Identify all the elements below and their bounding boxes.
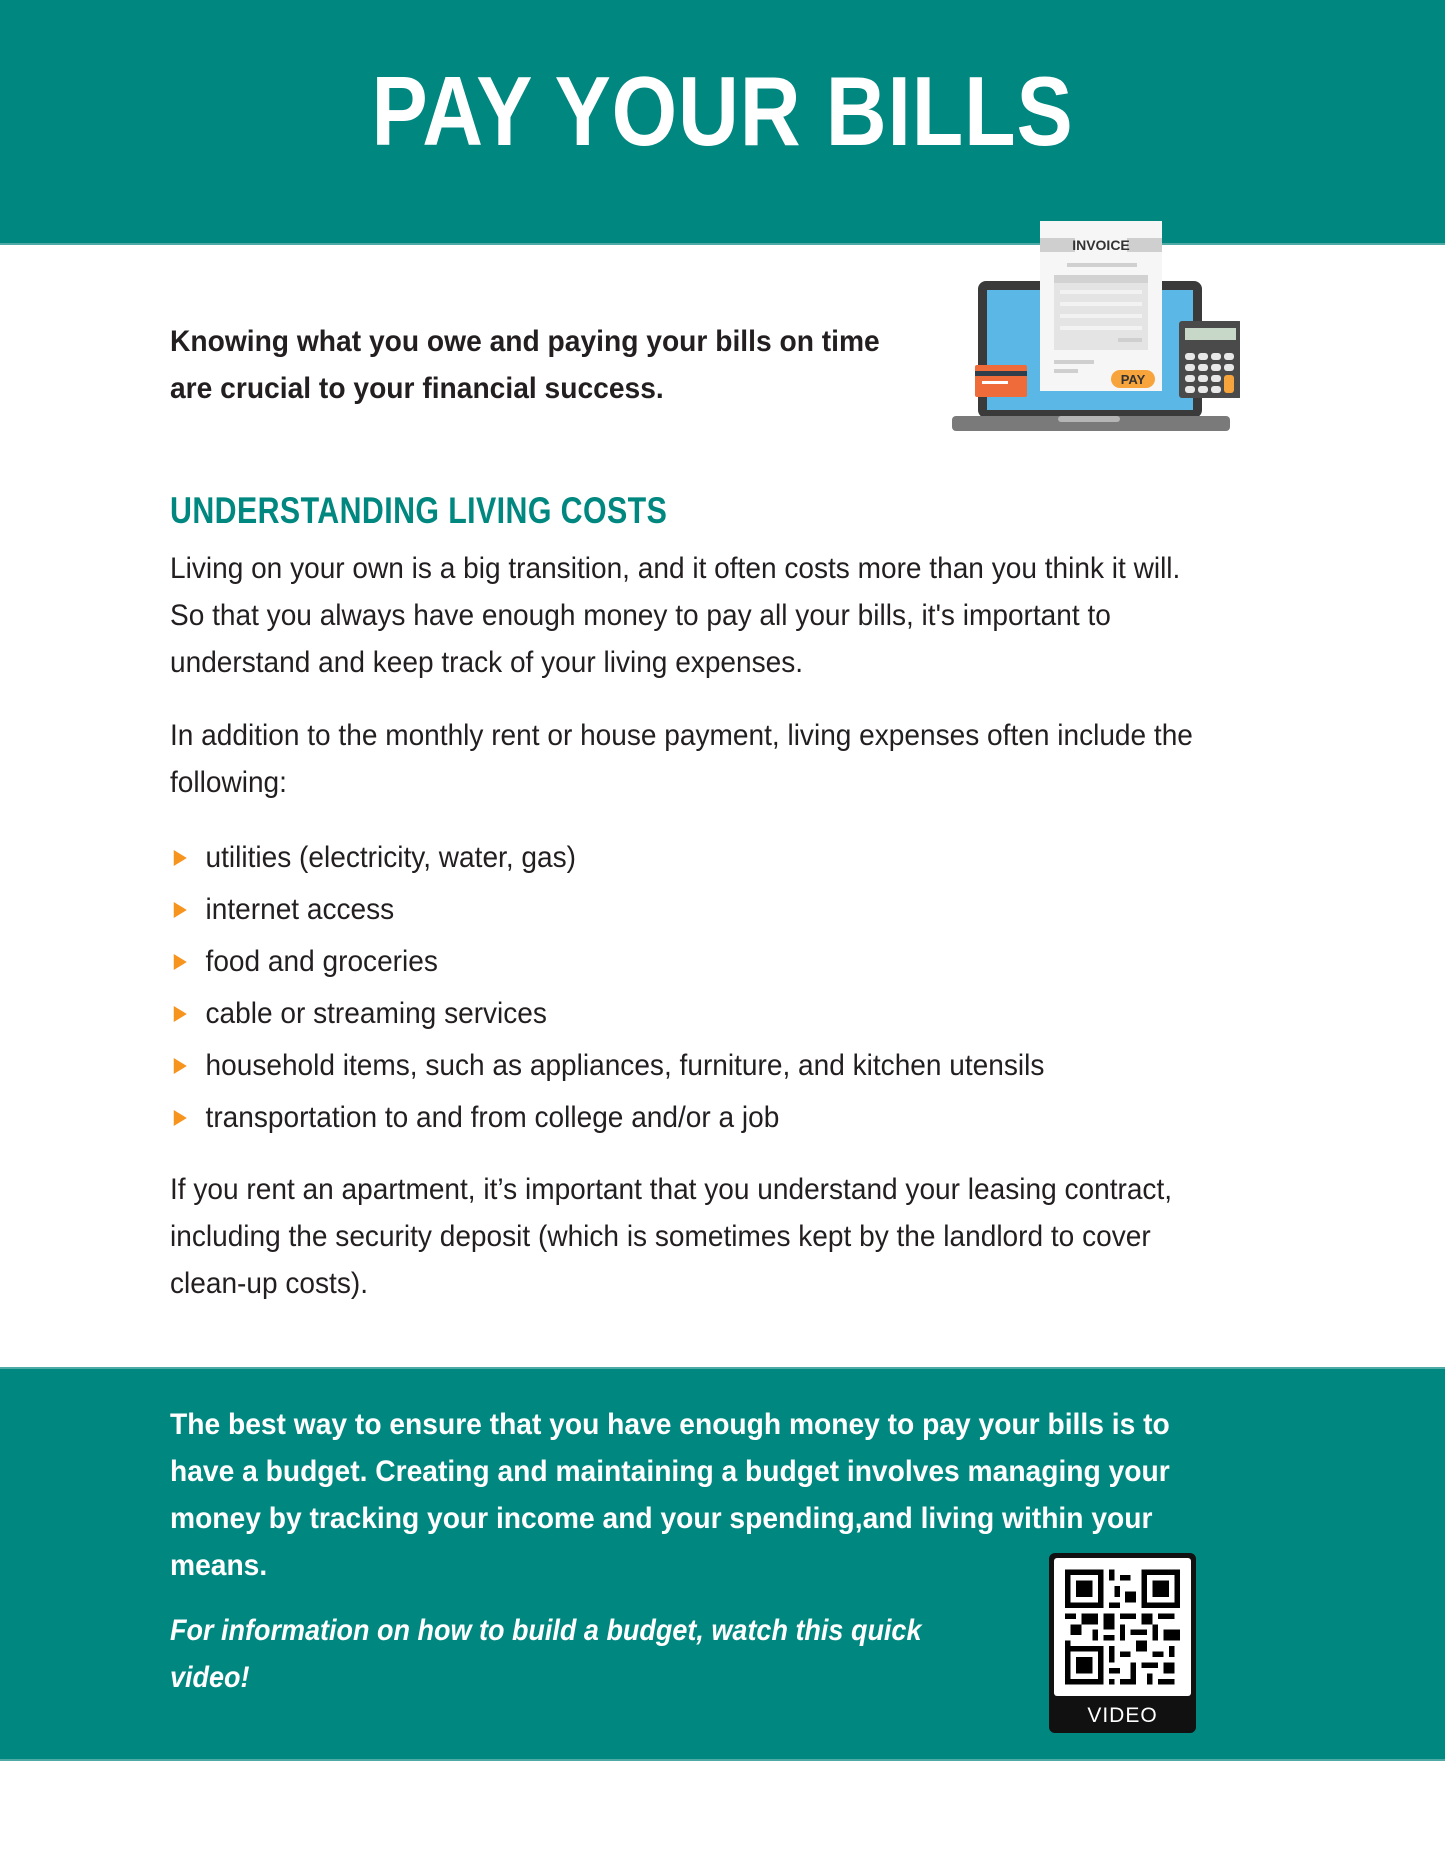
invoice-label: INVOICE [1072, 237, 1130, 253]
section-title: UNDERSTANDING LIVING COSTS [170, 490, 668, 531]
page-title: PAY YOUR BILLS [371, 56, 1074, 166]
video-cta: For information on how to build a budget, watch this quick video! [170, 1614, 922, 1694]
triangle-bullet-icon [174, 954, 187, 970]
triangle-bullet-icon [174, 1110, 187, 1126]
video-qr-code[interactable] [1049, 1553, 1196, 1733]
calculator-icon [1179, 321, 1240, 398]
expense-list [170, 832, 1044, 1144]
invoice-icon [1040, 221, 1162, 391]
list-item: cable or streaming services [170, 988, 1044, 1040]
triangle-bullet-icon [174, 1058, 187, 1074]
paragraph-living-on-own: Living on your own is a big transition, and it often costs more than you think it will. So that you always have enough money to pay all your bills, it's important to understand and keep track of your living expenses. [170, 552, 1181, 679]
triangle-bullet-icon [174, 1006, 187, 1022]
qr-label: VIDEO [1087, 1704, 1158, 1727]
pay-button-label: PAY [1120, 372, 1146, 387]
list-item: household items, such as appliances, furniture, and kitchen utensils [170, 1040, 1044, 1092]
list-item: transportation to and from college and/or a job [170, 1092, 1044, 1144]
list-item: utilities (electricity, water, gas) [170, 832, 1044, 884]
credit-card-icon [975, 365, 1027, 397]
budget-text: The best way to ensure that you have enough money to pay your bills is to have a budget. Creating and maintaining a budget involves managing your money by tracking your income and your spending,and living within your means. [170, 1408, 1170, 1582]
page-header [0, 0, 1445, 245]
paragraph-living-expenses: In addition to the monthly rent or house payment, living expenses often include the following: [170, 719, 1193, 799]
intro-lead: Knowing what you owe and paying your bills on time are crucial to your financial success. [170, 325, 880, 405]
list-item: food and groceries [170, 936, 1044, 988]
list-item: internet access [170, 884, 1044, 936]
triangle-bullet-icon [174, 902, 187, 918]
paragraph-leasing: If you rent an apartment, it’s important that you understand your leasing contract, including the security deposit (which is sometimes kept by the landlord to cover clean-up costs). [170, 1173, 1173, 1300]
triangle-bullet-icon [174, 850, 187, 866]
qr-code-icon [1054, 1558, 1191, 1696]
bill-payment-illustration [950, 218, 1240, 438]
